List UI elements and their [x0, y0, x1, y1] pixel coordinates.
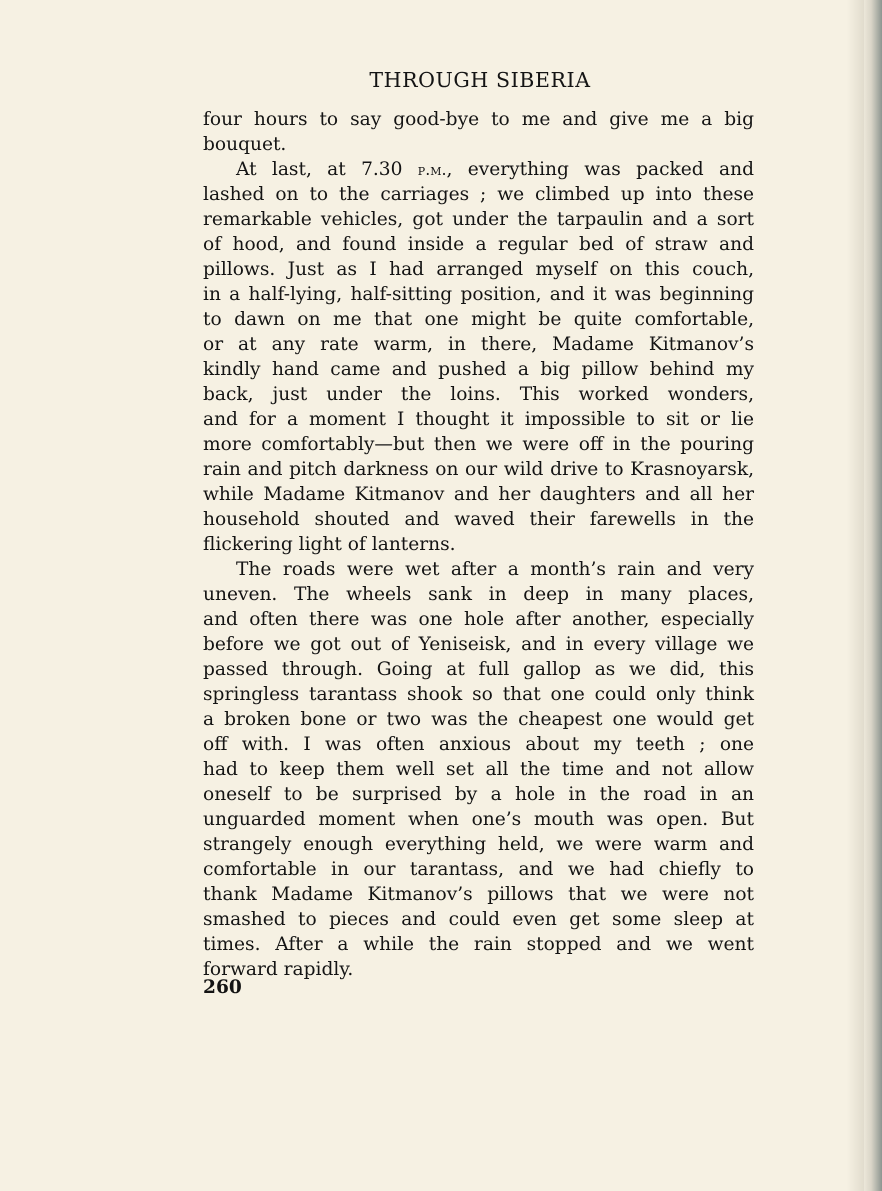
text-line: rain and pitch darkness on our wild drive to Krasnoyarsk,	[203, 459, 754, 480]
text-line: oneself to be surprised by a hole in the road in an	[203, 784, 754, 805]
text-line: off with. I was often anxious about my teeth ; one	[203, 734, 754, 755]
text-line: and for a moment I thought it impossible to sit or lie	[203, 409, 754, 430]
text-line: passed through. Going at full gallop as we did, this	[203, 659, 754, 680]
body-text	[203, 107, 754, 982]
text-line: smashed to pieces and could even get some sleep at	[203, 909, 754, 930]
text-line: four hours to say good-bye to me and give me a big	[203, 109, 754, 130]
text-line: The roads were wet after a month’s rain and very	[236, 559, 754, 580]
text-line: At last, at 7.30 p.m., everything was packed and	[236, 159, 754, 180]
page-number: 260	[203, 977, 242, 998]
page-edge-shadow	[864, 0, 882, 1191]
text-line: before we got out of Yeniseisk, and in every village we	[203, 634, 754, 655]
text-line: thank Madame Kitmanov’s pillows that we were not	[203, 884, 754, 905]
text-line: back, just under the loins. This worked wonders,	[203, 384, 754, 405]
text-line: pillows. Just as I had arranged myself on this couch,	[203, 259, 754, 280]
text-line: forward rapidly.	[203, 959, 354, 980]
text-line: lashed on to the carriages ; we climbed up into these	[203, 184, 754, 205]
text-line: a broken bone or two was the cheapest one would get	[203, 709, 754, 730]
text-line: and often there was one hole after another, especially	[203, 609, 754, 630]
text-line: household shouted and waved their farewells in the	[203, 509, 754, 530]
text-line: to dawn on me that one might be quite comfortable,	[203, 309, 754, 330]
text-line: uneven. The wheels sank in deep in many places,	[203, 584, 754, 605]
text-line: more comfortably—but then we were off in the pouring	[203, 434, 754, 455]
text-line: bouquet.	[203, 134, 287, 155]
text-line: strangely enough everything held, we were warm and	[203, 834, 754, 855]
text-line: had to keep them well set all the time and not allow	[203, 759, 754, 780]
text-line: remarkable vehicles, got under the tarpaulin and a sort	[203, 209, 754, 230]
text-line: of hood, and found inside a regular bed of straw and	[203, 234, 754, 255]
text-line: unguarded moment when one’s mouth was open. But	[203, 809, 754, 830]
text-line: or at any rate warm, in there, Madame Kitmanov’s	[203, 334, 754, 355]
text-line: springless tarantass shook so that one could only think	[203, 684, 754, 705]
text-line: kindly hand came and pushed a big pillow behind my	[203, 359, 754, 380]
text-line: while Madame Kitmanov and her daughters and all her	[203, 484, 754, 505]
text-line: comfortable in our tarantass, and we had chiefly to	[203, 859, 754, 880]
running-head: THROUGH SIBERIA	[369, 68, 591, 92]
text-line: times. After a while the rain stopped and we went	[203, 934, 754, 955]
text-line: flickering light of lanterns.	[203, 534, 456, 555]
text-line: in a half-lying, half-sitting position, and it was beginning	[203, 284, 754, 305]
